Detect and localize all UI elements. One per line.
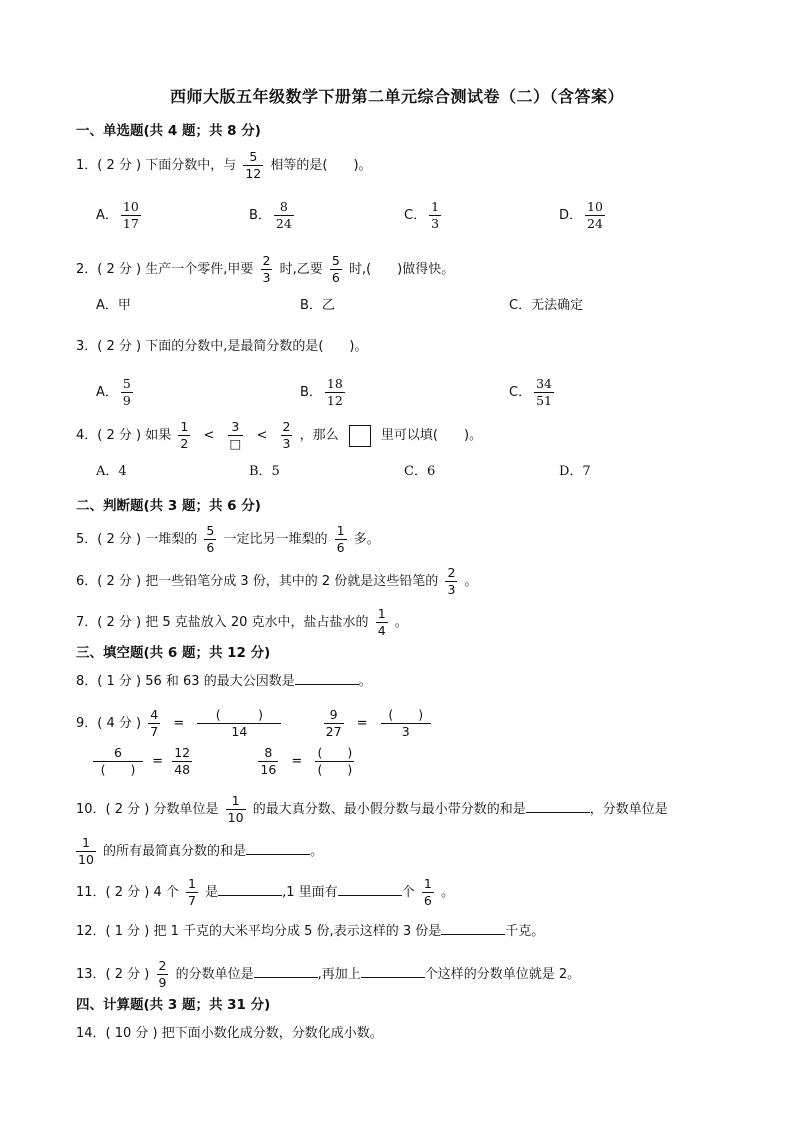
answer-blank[interactable]: ( )	[93, 761, 143, 777]
fraction: $\frac{2}{3}$	[262, 253, 271, 285]
question-10: 10．( 2 分 ) 分数单位是 $\frac{1}{10}$ 的最大真分数、最小假分数与最小带分数的和是 ，分数单位是	[76, 793, 668, 825]
question-12: 12．( 1 分 ) 把 1 千克的大米平均分成 5 份,表示这样的 3 份是 千克。	[76, 920, 544, 942]
question-4: 4．( 2 分 ) 如果 $\frac{1}{2}$ < $\frac{3}{□}$ < $\frac{2}{3}$ ，那么 里可以填( )。	[76, 419, 483, 451]
section-heading-calculation: 四、计算题(共 3 题；共 31 分)	[76, 997, 271, 1013]
question-10-line2: $\frac{1}{10}$ 的所有最简真分数的和是 。	[78, 835, 324, 867]
fraction: $\frac{5}{6}$	[331, 253, 340, 285]
q3-option-a[interactable]: A． $\frac{5}{9}$	[96, 376, 131, 408]
answer-blank[interactable]: ( )	[317, 762, 353, 777]
answer-blank[interactable]	[246, 840, 310, 855]
q1-option-d[interactable]: D． $\frac{10}{24}$	[559, 199, 603, 231]
q4-option-b[interactable]: B．5	[249, 464, 280, 479]
question-9: 9．( 4 分 ) $\frac{4}{7}$ = $\frac{( )}{14}$ $\frac{9}{27}$ = $\frac{( )}{3}$	[76, 708, 434, 739]
answer-box[interactable]	[349, 425, 371, 447]
answer-blank[interactable]: ( )	[388, 707, 424, 722]
question-11: 11．( 2 分 ) 4 个 $\frac{1}{7}$ 是 ,1 里面有 个 $\frac{1}{6}$ 。	[76, 876, 454, 908]
question-1	[76, 150, 372, 181]
question-2: 2．( 2 分 ) 生产一个零件,甲要 $\frac{2}{3}$ 时,乙要 $\frac{5}{6}$ 时,( )做得快。	[76, 253, 455, 285]
answer-blank[interactable]	[441, 920, 505, 935]
q1-option-c[interactable]: C． $\frac{1}{3}$	[404, 199, 440, 231]
q2-option-b[interactable]: B．乙	[300, 298, 335, 313]
answer-blank[interactable]: ( )	[215, 707, 263, 722]
section-heading-true-false: 二、判断题(共 3 题；共 6 分)	[76, 498, 261, 514]
question-8: 8．( 1 分 ) 56 和 63 的最大公因数是 。	[76, 670, 372, 692]
answer-blank[interactable]	[218, 881, 282, 896]
question-6: 6．( 2 分 ) 把一些铅笔分成 3 份，其中的 2 份就是这些铅笔的 $\frac{2}{3}$ 。	[76, 565, 478, 597]
question-3: 3．( 2 分 ) 下面的分数中,是最简分数的是( )。	[76, 339, 368, 354]
question-7: 7．( 2 分 ) 把 5 克盐放入 20 克水中，盐占盐水的 $\frac{1}{4}$ 。	[76, 606, 408, 638]
question-9-row2: $\frac{6}{( )}$ = $\frac{12}{48}$ $\frac{8}{16}$ = $\frac{( )}{( )}$	[90, 746, 357, 777]
q2-option-a[interactable]: A．甲	[96, 298, 131, 313]
q1-option-a[interactable]: A． $\frac{10}{17}$	[96, 199, 139, 231]
section-heading-fill-blank: 三、填空题(共 6 题；共 12 分)	[76, 645, 271, 661]
answer-blank[interactable]	[254, 963, 318, 978]
fraction: $\frac{5}{12}$	[245, 149, 262, 181]
q3-option-c[interactable]: C． $\frac{34}{51}$	[509, 376, 552, 408]
answer-blank[interactable]	[526, 798, 590, 813]
answer-blank[interactable]: ( )	[317, 745, 353, 760]
q4-option-c[interactable]: C．6	[404, 464, 436, 479]
q2-option-c[interactable]: C．无法确定	[509, 298, 584, 313]
question-1-suffix: 相等的是( )。	[270, 158, 372, 173]
answer-blank[interactable]	[361, 963, 425, 978]
q3-option-b[interactable]: B． $\frac{18}{12}$	[300, 376, 343, 408]
question-13: 13．( 2 分 ) $\frac{2}{9}$ 的分数单位是 ,再加上 个这样的分数单位就是 2。	[76, 958, 581, 990]
section-heading-single-choice: 一、单选题(共 4 题；共 8 分)	[76, 123, 261, 139]
question-5: 5．( 2 分 ) 一堆梨的 $\frac{5}{6}$ 一定比另一堆梨的 $\frac{1}{6}$ 多。	[76, 523, 380, 555]
question-14: 14．( 10 分 ) 把下面小数化成分数，分数化成小数。	[76, 1026, 383, 1041]
question-1-text: 1．( 2 分 ) 下面分数中，与	[76, 158, 237, 173]
q4-option-a[interactable]: A．4	[96, 464, 127, 479]
q1-option-b[interactable]: B． $\frac{8}{24}$	[249, 199, 292, 231]
answer-blank[interactable]	[338, 881, 402, 896]
answer-blank[interactable]	[295, 670, 359, 685]
page-title: 西师大版五年级数学下册第二单元综合测试卷（二）（含答案）	[169, 87, 624, 106]
q4-option-d[interactable]: D．7	[559, 464, 591, 479]
